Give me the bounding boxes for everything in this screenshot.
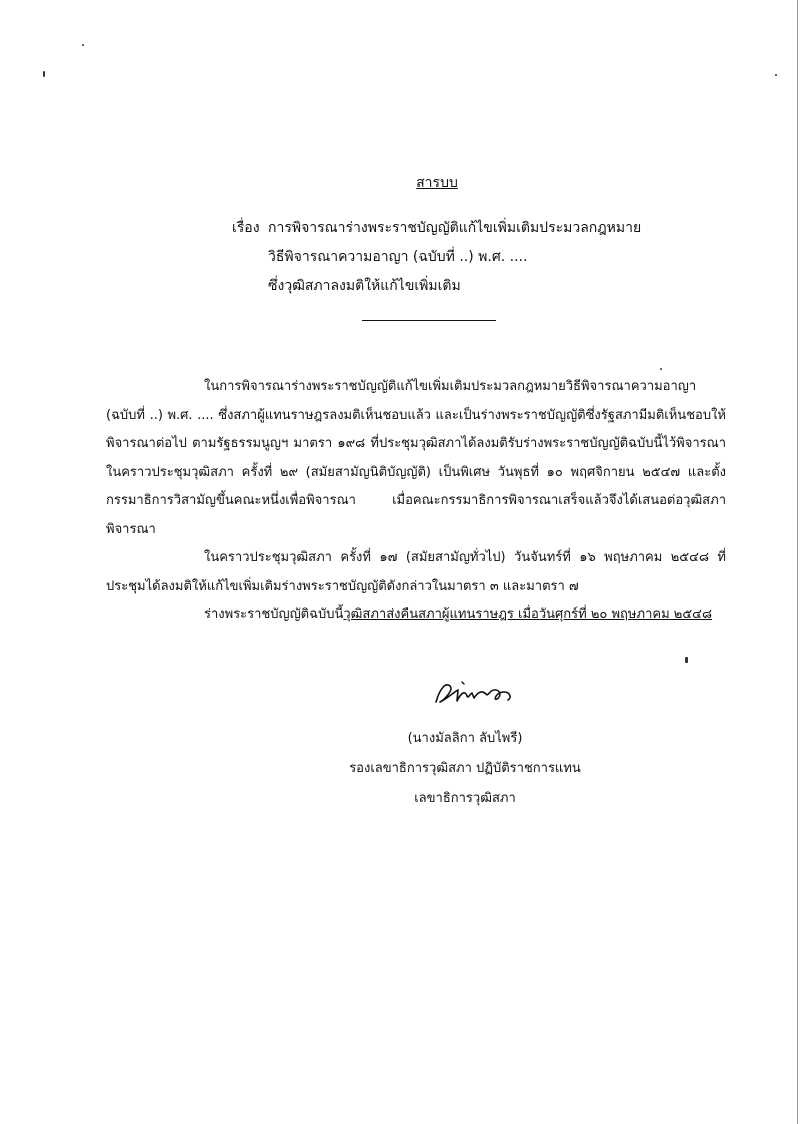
signatory-name: (นางมัลลิกา ลับไพรี) xyxy=(407,731,523,746)
scan-speck xyxy=(82,44,84,46)
signatory-title: เลขาธิการวุฒิสภา xyxy=(414,791,516,806)
subject-label: เรื่อง xyxy=(232,220,260,236)
subject-block xyxy=(232,214,641,301)
scan-speck xyxy=(43,71,45,77)
divider-line xyxy=(362,320,496,321)
document-body xyxy=(106,373,726,630)
paragraph-3-text: ร่างพระราชบัญญัติฉบับนี้ xyxy=(204,607,344,622)
subject-line-1: การพิจารณาร่างพระราชบัญญัติแก้ไขเพิ่มเติมประมวลกฎหมาย xyxy=(268,220,642,236)
handwritten-signature xyxy=(430,676,530,708)
paragraph-3 xyxy=(106,601,726,630)
document-title: สารบบ xyxy=(416,175,458,191)
scan-speck xyxy=(775,74,777,76)
scan-speck xyxy=(660,368,662,370)
scan-edge xyxy=(797,0,798,1124)
signatory-position: รองเลขาธิการวุฒิสภา ปฏิบัติราชการแทน xyxy=(349,761,581,776)
paragraph-2: ในคราวประชุมวุฒิสภา ครั้งที่ ๑๗ (สมัยสามัญทั่วไป) วันจันทร์ที่ ๑๖ พฤษภาคม ๒๕๔๘ ที่ประชุมได้ลงมติให้แก้ไขเพิ่มเติมร่างพระราชบัญญัติดังกล่าวในมาตรา ๓ และมาตรา ๗ xyxy=(106,550,726,594)
subject-line-2: วิธีพิจารณาความอาญา (ฉบับที่ ..) พ.ศ. .... xyxy=(268,249,528,265)
subject-line-3: ซึ่งวุฒิสภาลงมติให้แก้ไขเพิ่มเติม xyxy=(268,278,461,294)
scan-speck xyxy=(685,657,688,663)
paragraph-1: ในการพิจารณาร่างพระราชบัญญัติแก้ไขเพิ่มเติมประมวลกฎหมายวิธีพิจารณาความอาญา (ฉบับที่ ..) พ.ศ. .... ซึ่งสภาผู้แทนราษฎรลงมติเห็นชอบแล้ว และเป็นร่างพระราชบัญญัติซึ่งรัฐสภามีมติเห็นชอบให้พิจารณาต่อไป ตามรัฐธรรมนูญฯ มาตรา ๑๙๘ ที่ประชุมวุฒิสภาได้ลงมติรับร่างพระราชบัญญัติฉบับนี้ไว้พิจารณา ในคราวประชุมวุฒิสภา ครั้งที่ ๒๙ (สมัยสามัญนิติบัญญัติ) เป็นพิเศษ วันพุธที่ ๑๐ พฤศจิกายน ๒๕๔๗ และตั้งกรรมาธิการวิสามัญขึ้นคณะหนึ่งเพื่อพิจารณา เมื่อคณะกรรมาธิการพิจารณาเสร็จแล้วจึงได้เสนอต่อวุฒิสภาพิจารณา xyxy=(106,379,726,537)
signature-block xyxy=(300,724,630,814)
paragraph-3-underlined-text: วุฒิสภาส่งคืนสภาผู้แทนราษฎร เมื่อวันศุกร์ที่ ๒๐ พฤษภาคม ๒๕๔๘ xyxy=(343,607,713,622)
subject-row xyxy=(232,214,641,243)
